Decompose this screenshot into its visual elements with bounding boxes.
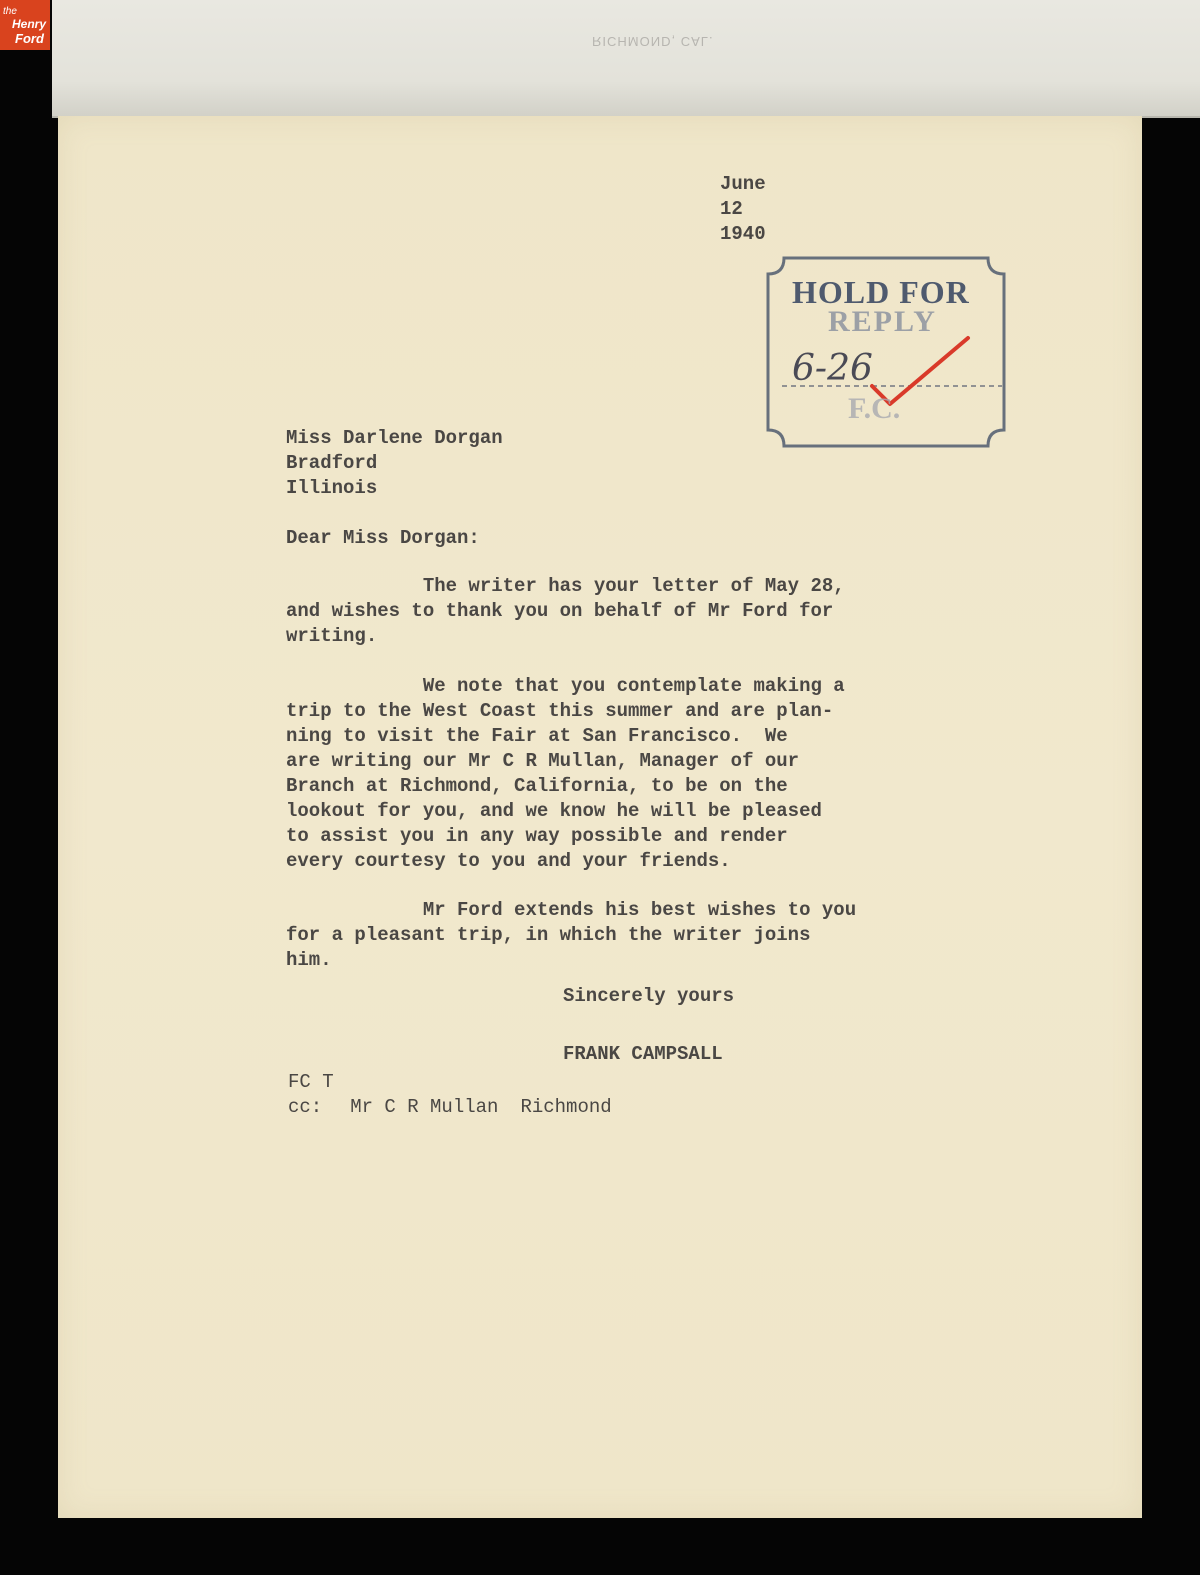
paragraph-line: and wishes to thank you on behalf of Mr Ford for	[286, 600, 834, 622]
cc-name: Mr C R Mullan	[350, 1096, 499, 1118]
paragraph-line: lookout for you, and we know he will be pleased	[286, 800, 822, 822]
stamp-initials: F.C.	[848, 392, 901, 425]
paragraph-line: for a pleasant trip, in which the writer joins	[286, 924, 811, 946]
reference-initials: FC T	[288, 1071, 334, 1093]
stamp-reply: REPLY	[828, 305, 937, 338]
paragraph-line: to assist you in any way possible and render	[286, 825, 788, 847]
recipient-state: Illinois	[286, 477, 378, 499]
salutation: Dear Miss Dorgan:	[286, 527, 480, 549]
envelope-flap	[52, 0, 1200, 118]
logo-word-henry: Henry	[12, 17, 47, 31]
cc-label: cc:	[288, 1096, 323, 1118]
date-day: 12	[720, 198, 743, 220]
date-year: 1940	[720, 223, 766, 245]
logo-word-the: the	[3, 6, 17, 17]
stamp-handwritten-date: 6-26	[792, 348, 873, 389]
cc-location: Richmond	[520, 1096, 612, 1118]
paragraph-line: Branch at Richmond, California, to be on the	[286, 775, 788, 797]
carbon-copy-line	[288, 1095, 612, 1120]
paragraph-line: him.	[286, 949, 332, 971]
hold-for-reply-stamp	[762, 252, 1010, 450]
letter-date	[720, 172, 766, 247]
signer-name: FRANK CAMPSALL	[563, 1043, 723, 1065]
paragraph-line: The writer has your letter of May 28,	[286, 575, 845, 597]
paragraph-3	[286, 898, 856, 973]
paragraph-line: writing.	[286, 625, 378, 647]
paragraph-line: trip to the West Coast this summer and are plan-	[286, 700, 834, 722]
recipient-city: Bradford	[286, 452, 378, 474]
paragraph-line: every courtesy to you and your friends.	[286, 850, 731, 872]
paragraph-2	[286, 674, 845, 874]
paragraph-1	[286, 574, 845, 649]
date-month: June	[720, 173, 766, 195]
recipient-address	[286, 426, 503, 501]
paragraph-line: are writing our Mr C R Mullan, Manager of our	[286, 750, 800, 772]
closing: Sincerely yours	[563, 985, 735, 1007]
letter-page	[58, 116, 1142, 1518]
archive-logo	[0, 0, 50, 50]
envelope-ghost-text: RICHMOND, CAL.	[592, 34, 714, 49]
recipient-name: Miss Darlene Dorgan	[286, 427, 503, 449]
logo-word-ford: Ford	[15, 31, 44, 46]
paragraph-line: Mr Ford extends his best wishes to you	[286, 899, 857, 921]
stamp-hold-for: HOLD FOR	[792, 274, 970, 310]
paragraph-line: We note that you contemplate making a	[286, 675, 845, 697]
paragraph-line: ning to visit the Fair at San Francisco. We	[286, 725, 788, 747]
